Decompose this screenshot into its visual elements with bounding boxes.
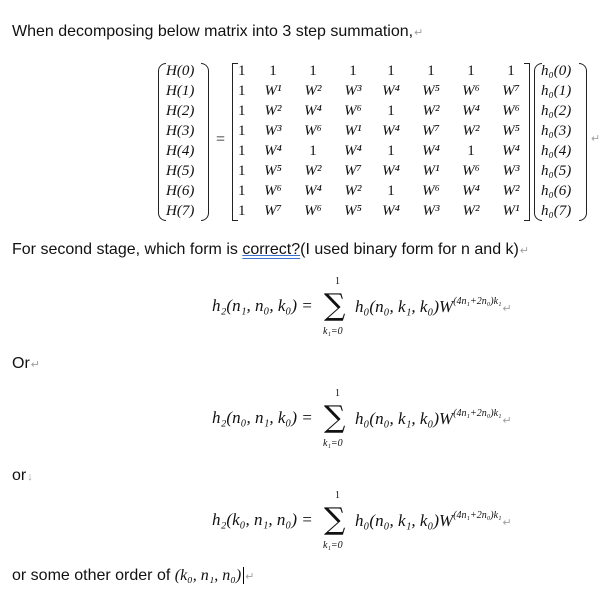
return-mark: ↵ <box>414 27 424 39</box>
return-mark: ↵ <box>519 245 530 257</box>
formula-lhs: h₂(n₁, n₀, k₀) = <box>212 296 313 315</box>
matrix-cell: W⁶ <box>462 83 480 99</box>
sum-sigma: ∑ <box>324 400 346 435</box>
matrix-cell: W⁶ <box>502 103 520 119</box>
matrix-cell: W³ <box>422 203 440 219</box>
matrix-cell: W⁴ <box>382 163 400 179</box>
lhs-entry: H(2) <box>166 103 195 119</box>
formula-rhs: h₀(n₀, k₁, $k_0)W^{(4n_1+2n_0)k_1}↵$ <box>355 408 512 428</box>
rhs-entry: h₀(5) <box>541 163 572 179</box>
matrix-cell: W² <box>304 83 322 99</box>
matrix-cell: 1 <box>467 63 475 79</box>
lhs-right-brace <box>201 63 209 221</box>
matrix-equation <box>158 61 601 223</box>
formula-exponent: (4n₁+2n₀)k₁ <box>453 408 502 419</box>
rhs-entry: h₀(2) <box>541 103 572 119</box>
matrix-cell: W¹ <box>344 123 362 139</box>
matrix-cell: W¹ <box>422 163 440 179</box>
formula-exponent: (4n₁+2n₀)k₁ <box>453 296 502 307</box>
lhs-vector <box>166 61 194 221</box>
matrix-cell: W³ <box>344 83 362 99</box>
matrix-cell: W² <box>462 123 480 139</box>
matrix-cell: W⁴ <box>382 123 400 139</box>
sum-lower-limit: k₁=0 <box>323 438 343 449</box>
matrix-cell: W⁴ <box>422 143 440 159</box>
matrix-cell: W³ <box>264 123 282 139</box>
matrix-cell: 1 <box>238 123 246 139</box>
matrix-cell: 1 <box>349 63 357 79</box>
closing-text <box>12 567 254 585</box>
sum-lower-limit: k₁=0 <box>323 326 343 337</box>
rhs-entry: h₀(1) <box>541 83 572 99</box>
matrix-row <box>238 61 528 81</box>
formula-rhs: h₀(n₀, k₁, $k_0)W^{(4n_1+2n_0)k_1}↵$ <box>355 510 512 530</box>
matrix-cell: 1 <box>238 103 246 119</box>
matrix-cell: W² <box>344 183 362 199</box>
matrix-cell: W⁶ <box>422 183 440 199</box>
matrix-cell: 1 <box>507 63 515 79</box>
matrix-cell: W⁵ <box>502 123 520 139</box>
matrix-cell: W⁷ <box>502 83 520 99</box>
lhs-entry: H(1) <box>166 83 195 99</box>
matrix-cell: W⁴ <box>304 103 322 119</box>
closing-tuple: (k₀, n₁, n₀) <box>174 567 242 584</box>
matrix-cell: W⁴ <box>344 143 362 159</box>
matrix-cell: W⁶ <box>462 163 480 179</box>
matrix-cell: 1 <box>309 63 317 79</box>
matrix-cell: 1 <box>467 143 475 159</box>
question-text <box>12 241 529 259</box>
matrix-cell: W⁴ <box>264 143 282 159</box>
matrix-cell: W⁶ <box>304 123 322 139</box>
matrix-cell: W⁴ <box>462 103 480 119</box>
matrix-cell: W⁵ <box>264 163 282 179</box>
matrix-cell: 1 <box>238 83 246 99</box>
matrix-cell: W⁷ <box>422 123 440 139</box>
or-text-2 <box>12 467 33 485</box>
intro-text <box>12 23 423 41</box>
matrix-cell: W⁴ <box>304 183 322 199</box>
matrix-cell: W⁵ <box>344 203 362 219</box>
matrix-cell: 1 <box>387 103 395 119</box>
return-mark: ↵ <box>30 359 40 371</box>
formula-lhs: h₂(k₀, n₁, n₀) = <box>212 510 313 529</box>
sum-sigma: ∑ <box>324 288 346 323</box>
matrix-cell: 1 <box>238 163 246 179</box>
matrix-cell: 1 <box>427 63 435 79</box>
matrix-cell: 1 <box>387 143 395 159</box>
or-label: or <box>12 467 27 484</box>
sum-upper-limit: 1 <box>335 276 340 287</box>
closing-label: or some other order of <box>12 567 175 584</box>
matrix-cell: 1 <box>238 203 246 219</box>
or-label: Or <box>12 355 30 372</box>
return-mark: ↵ <box>502 517 512 529</box>
matrix-cell: 1 <box>387 63 395 79</box>
rhs-entry: h₀(0) <box>541 63 572 79</box>
return-mark: ↵ <box>502 415 512 427</box>
return-mark: ↓ <box>27 471 33 483</box>
return-mark: ↵ <box>245 571 255 583</box>
matrix-row <box>238 141 528 161</box>
equals-label: = <box>216 131 226 148</box>
sum-sigma: ∑ <box>324 502 346 537</box>
lhs-entry: H(4) <box>166 143 195 159</box>
matrix-cell: W⁶ <box>264 183 282 199</box>
w-matrix <box>238 61 528 221</box>
matrix-cell: W⁶ <box>304 203 322 219</box>
equals-sign <box>216 131 225 149</box>
rhs-right-brace <box>579 63 587 221</box>
matrix-cell: 1 <box>238 183 246 199</box>
matrix-cell: W¹ <box>502 203 520 219</box>
matrix-row <box>238 201 528 221</box>
rhs-entry: h₀(4) <box>541 143 572 159</box>
matrix-cell: W³ <box>502 163 520 179</box>
formula-rhs: h₀(n₀, k₁, $k_0)W^{(4n_1+2n_0)k_1}↵$ <box>355 296 512 316</box>
sum-upper-limit: 1 <box>335 388 340 399</box>
rhs-entry: h₀(7) <box>541 203 572 219</box>
sum-upper-limit: 1 <box>335 490 340 501</box>
lhs-entry: H(0) <box>166 63 195 79</box>
matrix-cell: 1 <box>238 143 246 159</box>
lhs-left-brace <box>158 63 166 221</box>
matrix-row <box>238 161 528 181</box>
matrix-cell: 1 <box>387 183 395 199</box>
matrix-cell: W⁷ <box>344 163 362 179</box>
matrix-row <box>238 181 528 201</box>
return-mark: ↵ <box>591 133 601 145</box>
matrix-cell: W⁴ <box>462 183 480 199</box>
matrix-row <box>238 101 528 121</box>
matrix-cell: W² <box>502 183 520 199</box>
formula-exponent: (4n₁+2n₀)k₁ <box>453 510 502 521</box>
lhs-entry: H(7) <box>166 203 195 219</box>
lhs-entry: H(5) <box>166 163 195 179</box>
matrix-cell: 1 <box>238 63 246 79</box>
matrix-row <box>238 81 528 101</box>
matrix-cell: W² <box>264 103 282 119</box>
matrix-cell: W⁴ <box>502 143 520 159</box>
matrix-cell: W⁵ <box>422 83 440 99</box>
rhs-vector <box>541 61 571 221</box>
matrix-cell: W⁴ <box>382 203 400 219</box>
matrix-cell: W⁷ <box>264 203 282 219</box>
intro-label: When decomposing below matrix into 3 step summation, <box>12 23 414 40</box>
matrix-row <box>238 121 528 141</box>
matrix-cell: W² <box>462 203 480 219</box>
question-before: For second stage, which form is <box>12 241 243 258</box>
matrix-cell: W⁴ <box>382 83 400 99</box>
matrix-right-bracket <box>524 63 530 221</box>
question-after: (I used binary form for n and k) <box>300 241 519 258</box>
matrix-cell: W⁶ <box>344 103 362 119</box>
question-underlined: correct? <box>242 241 301 258</box>
formula-lhs: h₂(n₀, n₁, k₀) = <box>212 408 313 427</box>
matrix-cell: 1 <box>309 143 317 159</box>
lhs-entry: H(3) <box>166 123 195 139</box>
lhs-entry: H(6) <box>166 183 195 199</box>
matrix-cell: W¹ <box>264 83 282 99</box>
sum-lower-limit: k₁=0 <box>323 540 343 551</box>
return-mark: ↵ <box>502 303 512 315</box>
rhs-entry: h₀(3) <box>541 123 572 139</box>
matrix-cell: W² <box>304 163 322 179</box>
or-text-1 <box>12 355 40 373</box>
matrix-cell: W² <box>422 103 440 119</box>
matrix-cell: 1 <box>269 63 277 79</box>
rhs-entry: h₀(6) <box>541 183 572 199</box>
